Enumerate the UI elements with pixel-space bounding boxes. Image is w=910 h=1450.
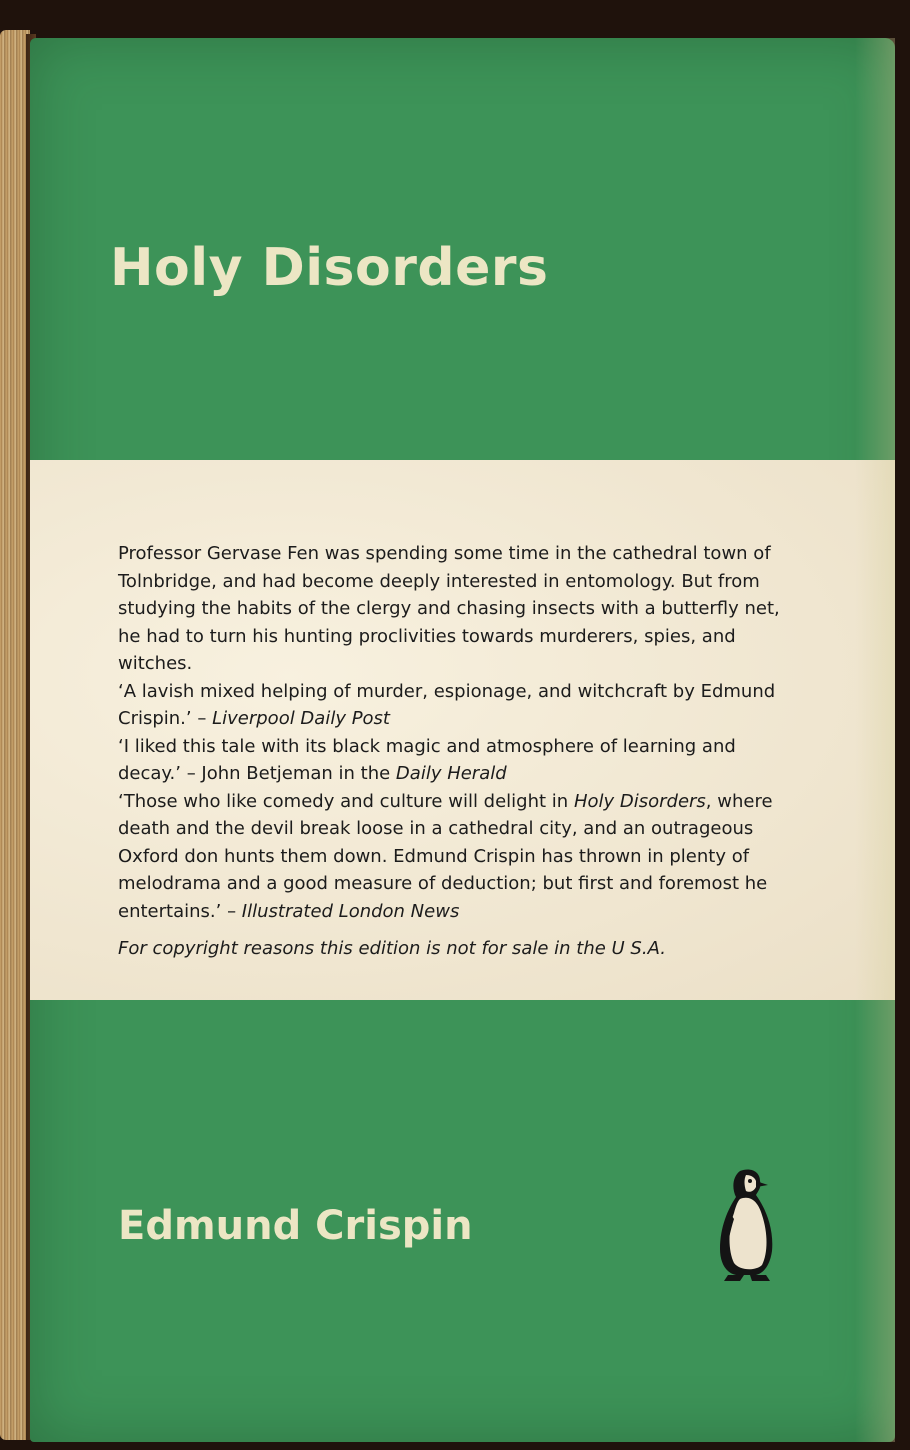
review-quote: ‘A lavish mixed helping of murder, espionage, and witchcraft by Edmund Crispin.’: [118, 680, 776, 729]
penguin-feet: [724, 1275, 770, 1281]
book-title: Holy Disorders: [110, 238, 549, 298]
penguin-eye: [748, 1179, 752, 1183]
review-title-reference: Holy Disorders: [573, 790, 706, 812]
review-quote-end: , where death and the devil break loose in a cathedral city, and an outrageous Oxford don hunts them down. Edmund Crispin has thrown in plenty of melodrama and a good measure of deduction; but first and foremost he entertains.’: [118, 790, 773, 922]
author-name: Edmund Crispin: [118, 1203, 473, 1249]
review-illustrated-london-news: [118, 788, 798, 926]
review-dash: –: [221, 900, 242, 922]
review-betjeman: [118, 733, 798, 788]
synopsis: Professor Gervase Fen was spending some time in the cathedral town of Tolnbridge, and had become deeply interested in entomology. But from studying the habits of the clergy and chasing insects with a butterfly net, he had to turn his hunting proclivities towards murderers, spies, and witches.: [118, 543, 780, 674]
penguin-icon: [710, 1165, 782, 1285]
cover-board: [30, 38, 895, 1442]
review-liverpool: [118, 678, 798, 733]
review-source: Illustrated London News: [241, 900, 460, 922]
review-source: Liverpool Daily Post: [212, 708, 390, 729]
review-attribution: – John Betjeman in the: [180, 763, 396, 784]
blurb-text: [118, 540, 798, 963]
copyright-note: For copyright reasons this edition is not for sale in the U S.A.: [118, 938, 666, 959]
review-quote: ‘I liked this tale with its black magic and atmosphere of learning and decay.’: [118, 735, 736, 784]
review-dash: –: [191, 708, 213, 729]
review-source: Daily Herald: [395, 763, 507, 784]
penguin-beak: [756, 1181, 768, 1187]
review-quote-start: ‘Those who like comedy and culture will delight in: [118, 790, 574, 812]
blurb-band: [30, 460, 895, 1000]
